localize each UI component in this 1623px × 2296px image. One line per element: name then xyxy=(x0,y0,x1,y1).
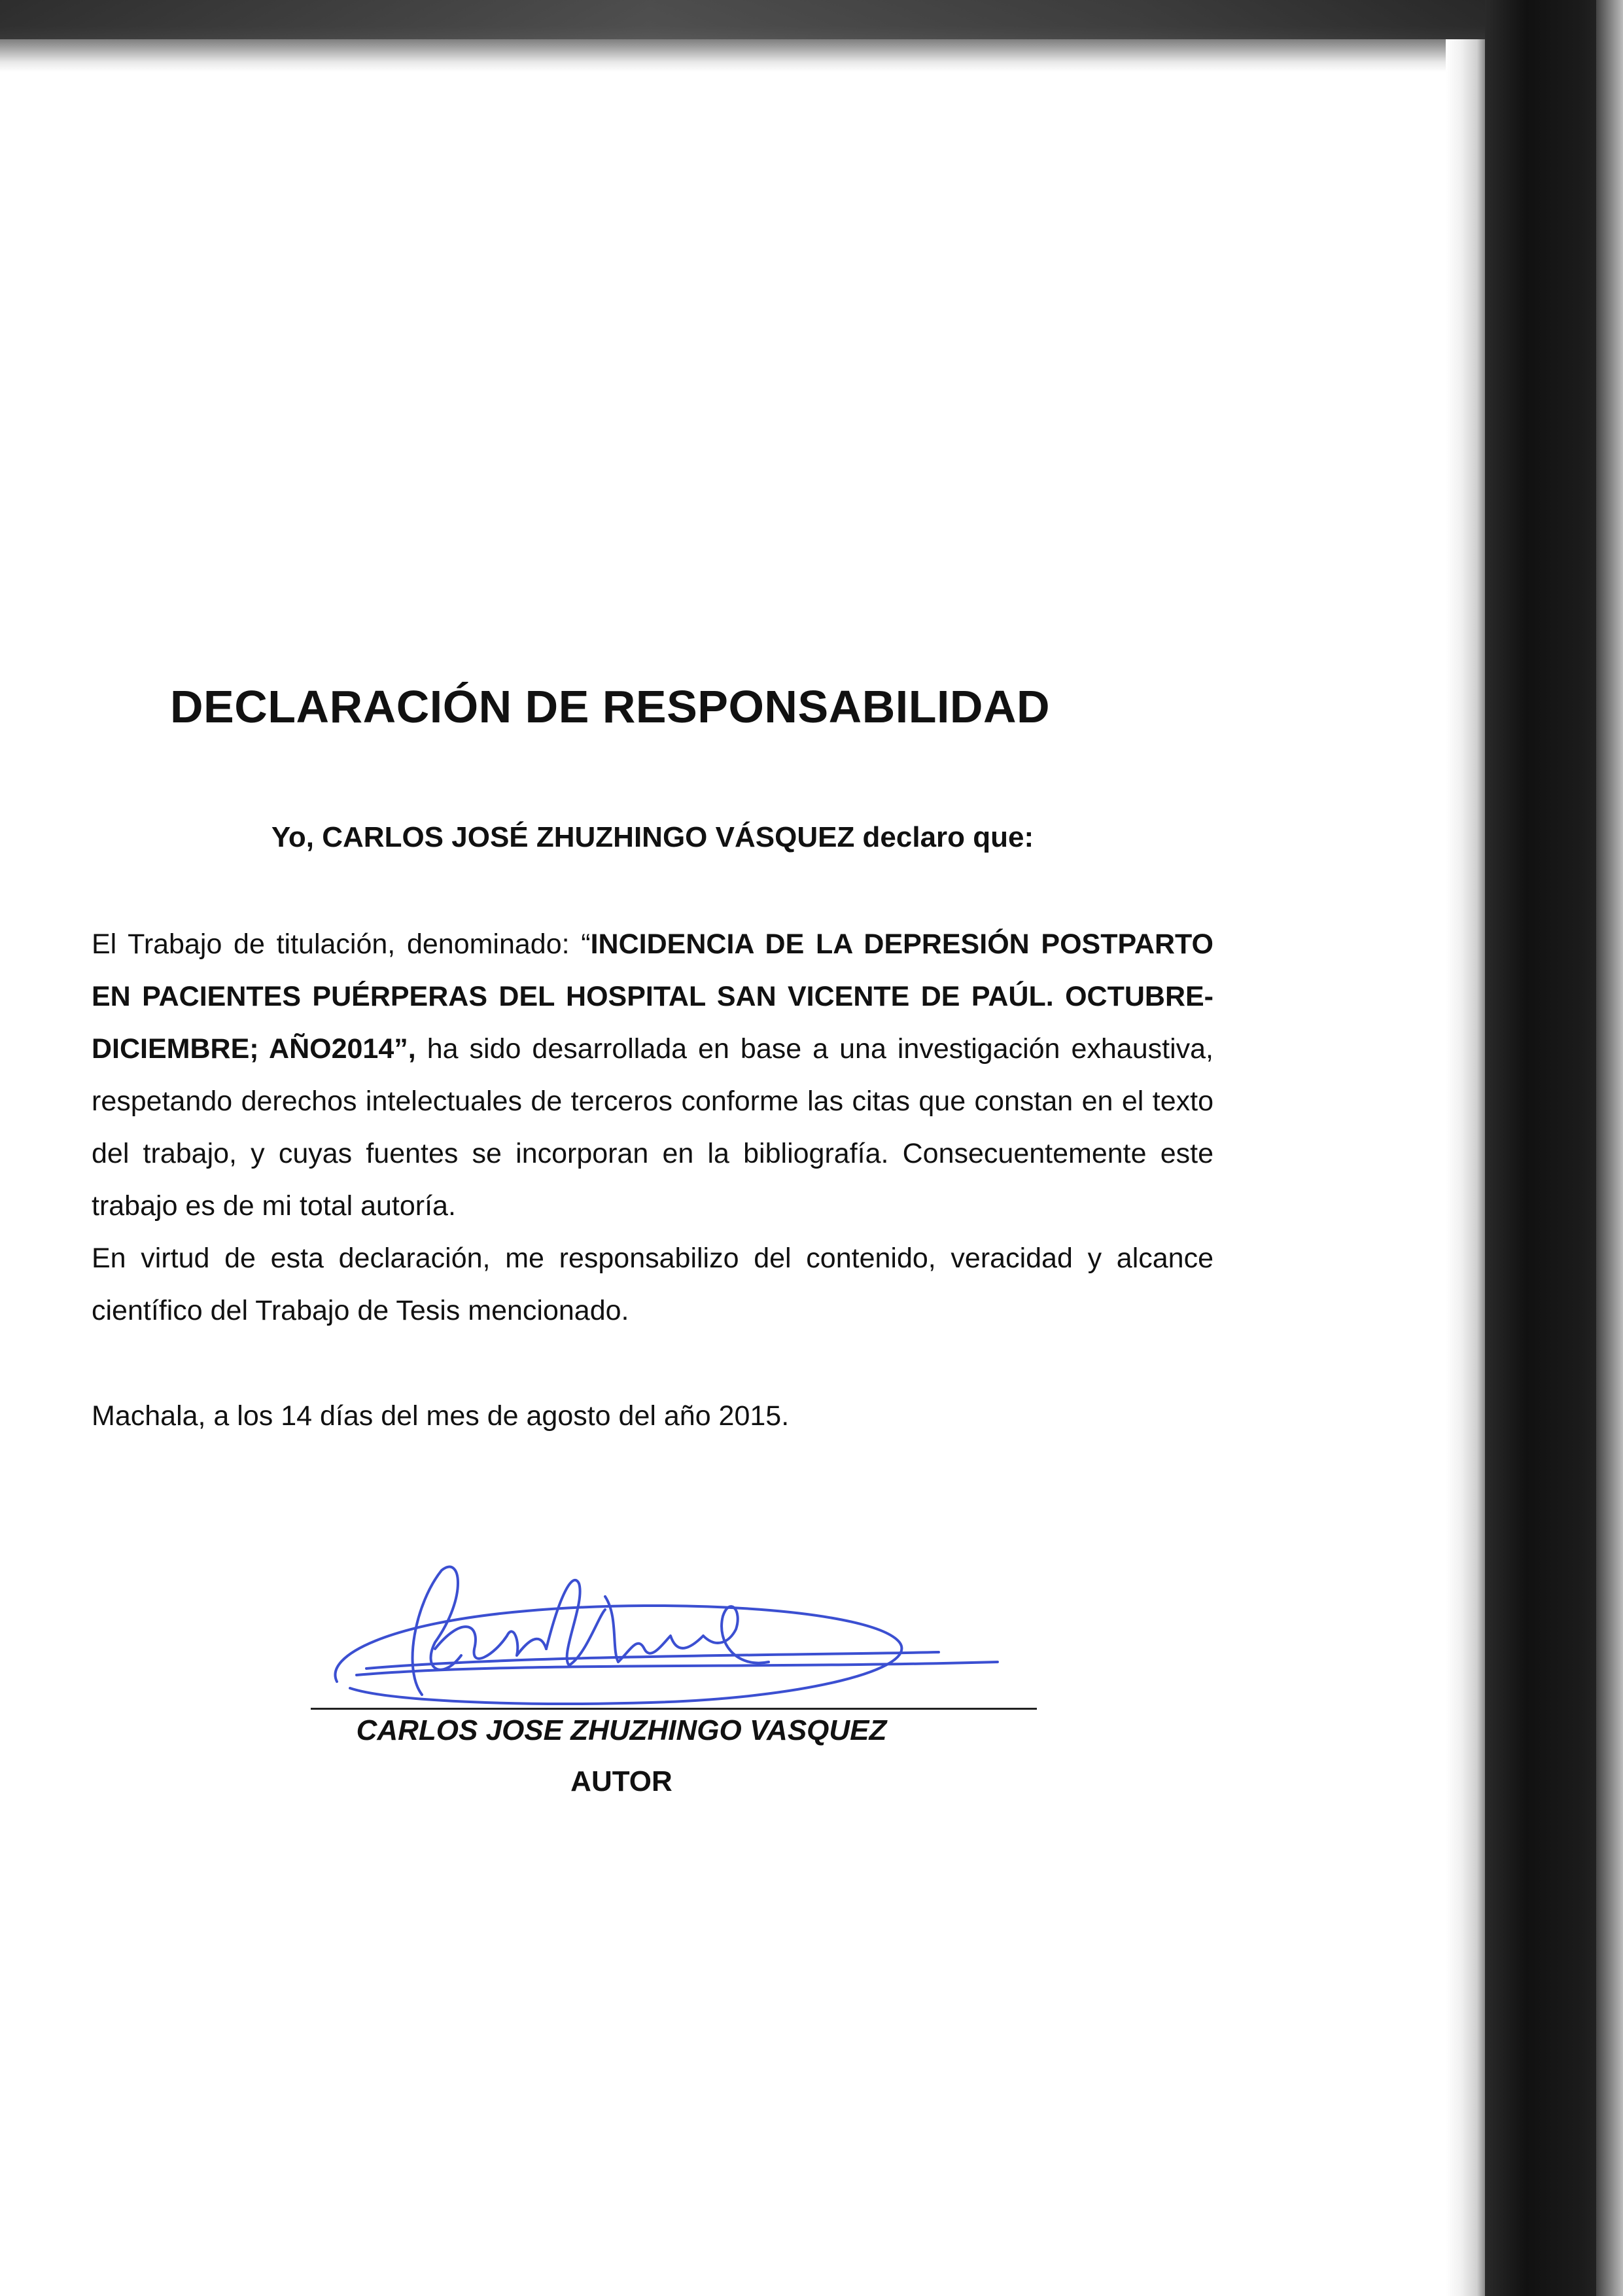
paragraph-1-intro: El Trabajo de titulación, denominado: “ xyxy=(92,928,591,960)
document-page xyxy=(92,0,1213,2296)
signature-block xyxy=(311,1557,1037,1819)
thesis-title: INCIDENCIA DE LA DEPRESIÓN POSTPARTO EN PACIENTES PUÉRPERAS DEL HOSPITAL SAN VICENTE DE PAÚL. OCTUBRE-DICIEMBRE; AÑO2014”, xyxy=(92,928,1213,1065)
paragraph-1-rest: ha sido desarrollada en base a una investigación exhaustiva, respetando derechos intelectuales de terceros conforme las citas que constan en el texto del trabajo, y cuyas fuentes se incorporan en la bibliografía. Consecuentemente este trabajo es de mi total autoría. xyxy=(92,1033,1213,1222)
signer-name: CARLOS JOSE ZHUZHINGO VASQUEZ xyxy=(356,1714,887,1746)
signature-line xyxy=(311,1708,1037,1710)
declarant-line: Yo, CARLOS JOSÉ ZHUZHINGO VÁSQUEZ declaro que: xyxy=(271,821,1034,853)
paragraph-1 xyxy=(92,918,1213,1232)
handwritten-signature xyxy=(311,1557,1037,1727)
signer-role: AUTOR xyxy=(570,1765,672,1797)
document-title: DECLARACIÓN DE RESPONSABILIDAD xyxy=(170,681,1051,732)
declaration-body xyxy=(92,918,1213,1337)
page-right-edge xyxy=(1446,39,1485,2296)
scan-right-strip xyxy=(1596,0,1623,2296)
place-date: Machala, a los 14 días del mes de agosto del año 2015. xyxy=(92,1400,790,1432)
paragraph-2: En virtud de esta declaración, me responsabilizo del contenido, veracidad y alcance científico del Trabajo de Tesis mencionado. xyxy=(92,1243,1213,1326)
